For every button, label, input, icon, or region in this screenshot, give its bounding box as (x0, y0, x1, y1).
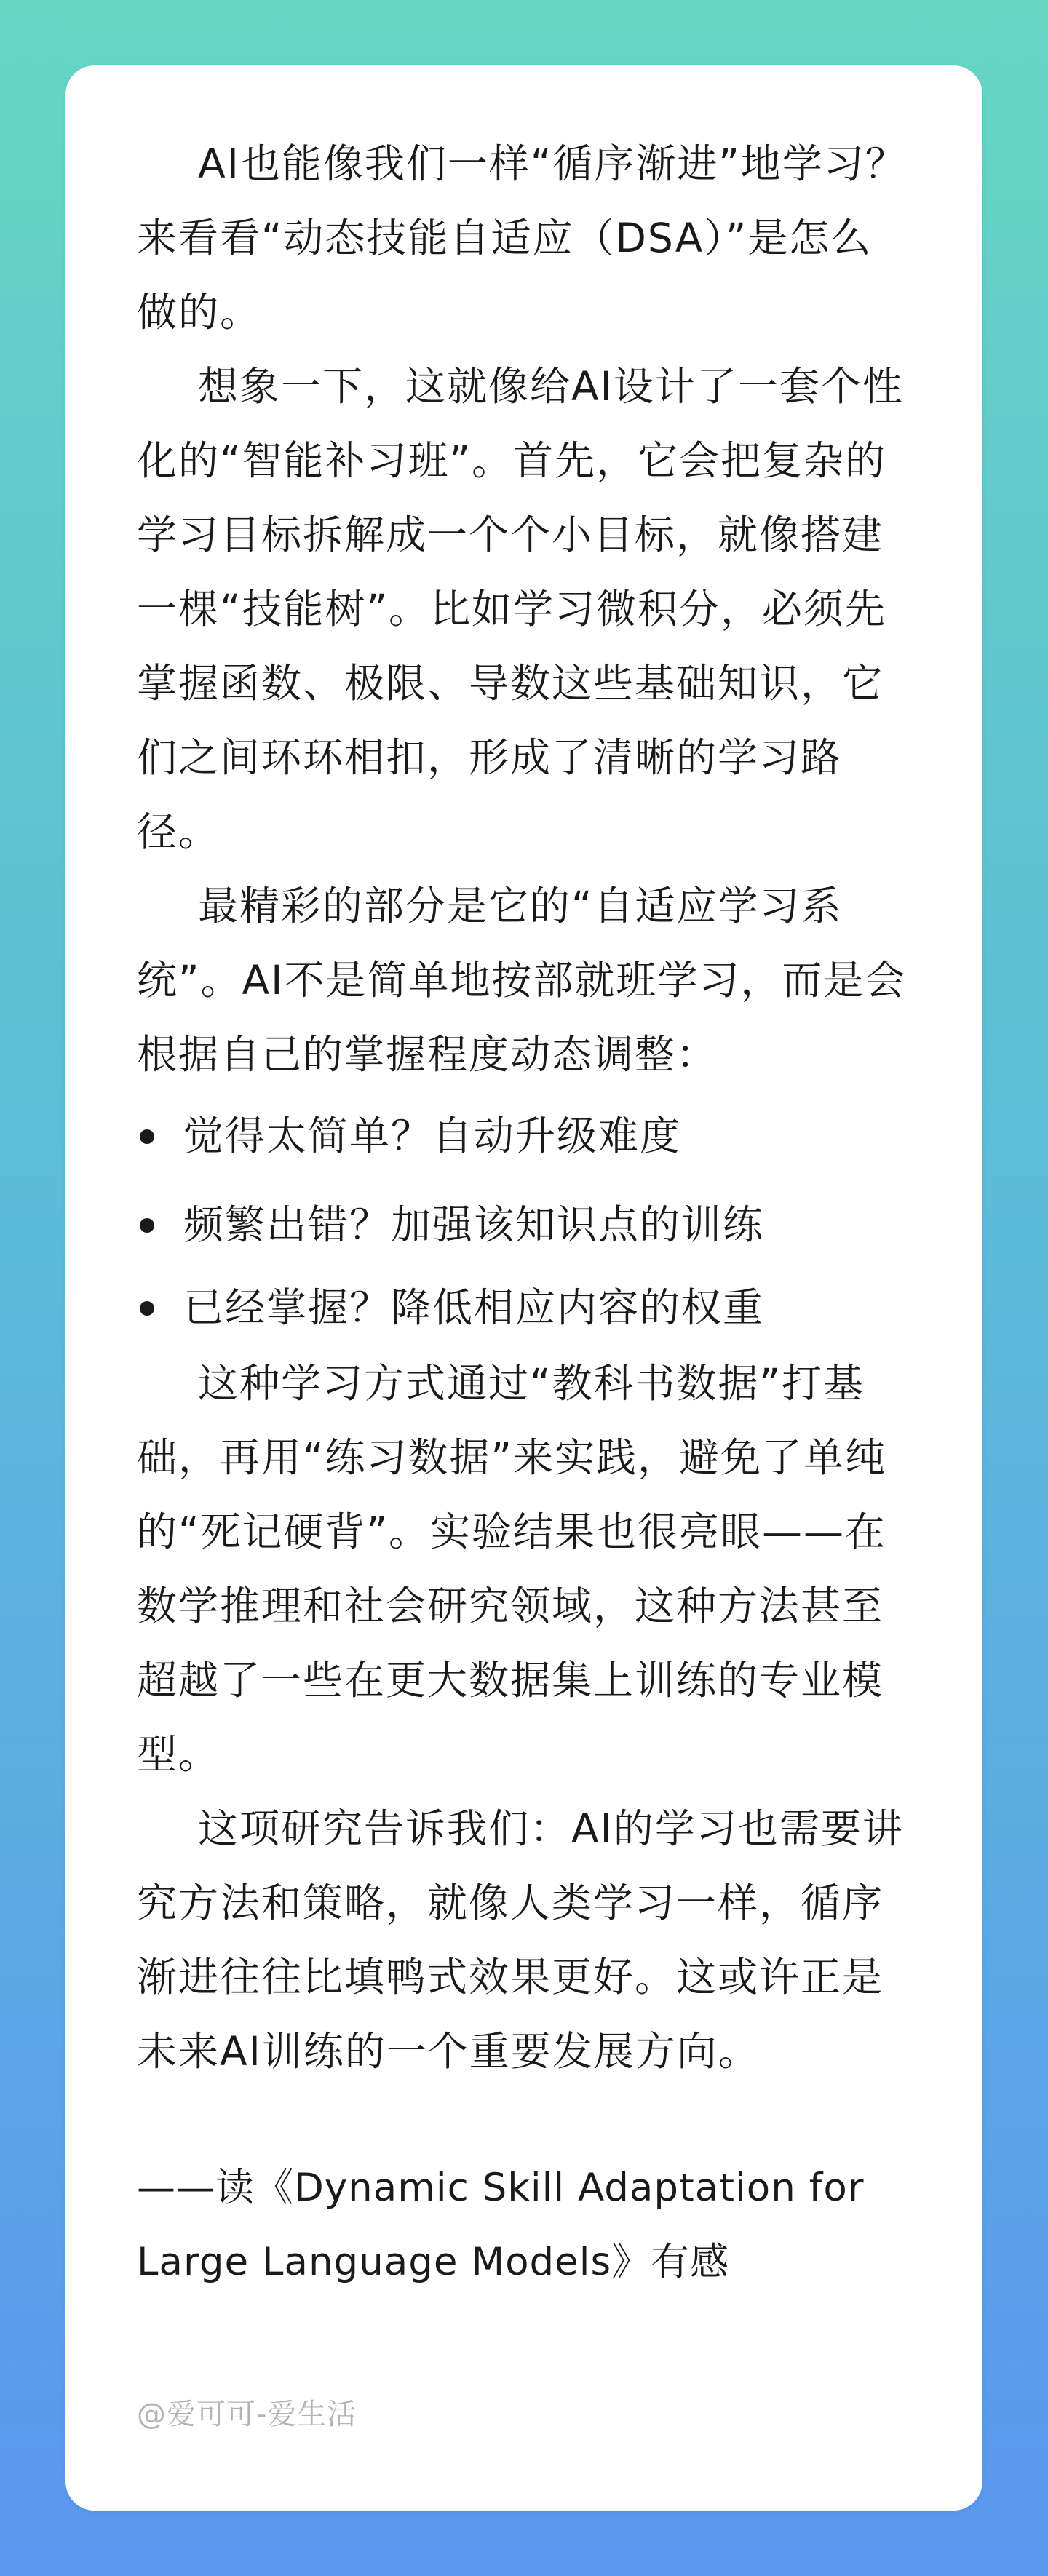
paragraph-conclusion: 这项研究告诉我们：AI的学习也需要讲究方法和策略，就像人类学习一样，循序渐进往往比填鸭式效果更好。这或许正是未来AI训练的一个重要发展方向。 (137, 1805, 904, 2075)
spacer (137, 2088, 910, 2151)
bullet-dot-icon (140, 1218, 154, 1233)
article-card (66, 65, 982, 2511)
author-watermark: @爱可可-爱生活 (137, 2398, 357, 2431)
list-item (137, 1180, 910, 1269)
source-line-1: ——读《Dynamic Skill Adaptation for (137, 2166, 865, 2210)
list-item-text: 频繁出错？加强该知识点的训练 (183, 1201, 765, 1248)
paragraph-skill-tree: 想象一下，这就像给AI设计了一套个性化的“智能补习班”。首先，它会把复杂的学习目标拆解成一个个小目标，就像搭建一棵“技能树”。比如学习微积分，必须先掌握函数、极限、导数这些基础知识，它们之间环环相扣，形成了清晰的学习路径。 (137, 363, 904, 855)
bullet-dot-icon (140, 1301, 154, 1316)
paragraph-adaptive-system: 最精彩的部分是它的“自适应学习系统”。AI不是简单地按部就班学习，而是会根据自己的掌握程度动态调整： (137, 883, 907, 1078)
list-item (137, 1092, 910, 1180)
list-item-text: 已经掌握？降低相应内容的权重 (183, 1284, 765, 1331)
bullet-dot-icon (140, 1129, 154, 1144)
paragraph-training-data: 这种学习方式通过“教科书数据”打基础，再用“练习数据”来实践，避免了单纯的“死记硬背”。实验结果也很亮眼——在数学推理和社会研究领域，这种方法甚至超越了一些在更大数据集上训练的专业模型。 (137, 1360, 886, 1778)
source-line-2: Large Language Models》有感 (137, 2240, 730, 2284)
paragraph-intro: AI也能像我们一样“循序渐进”地学习？来看看“动态技能自适应（DSA）”是怎么做的。 (137, 140, 907, 335)
adjustment-list (137, 1092, 910, 1346)
list-item (137, 1269, 910, 1346)
list-item-text: 觉得太简单？自动升级难度 (183, 1113, 682, 1159)
